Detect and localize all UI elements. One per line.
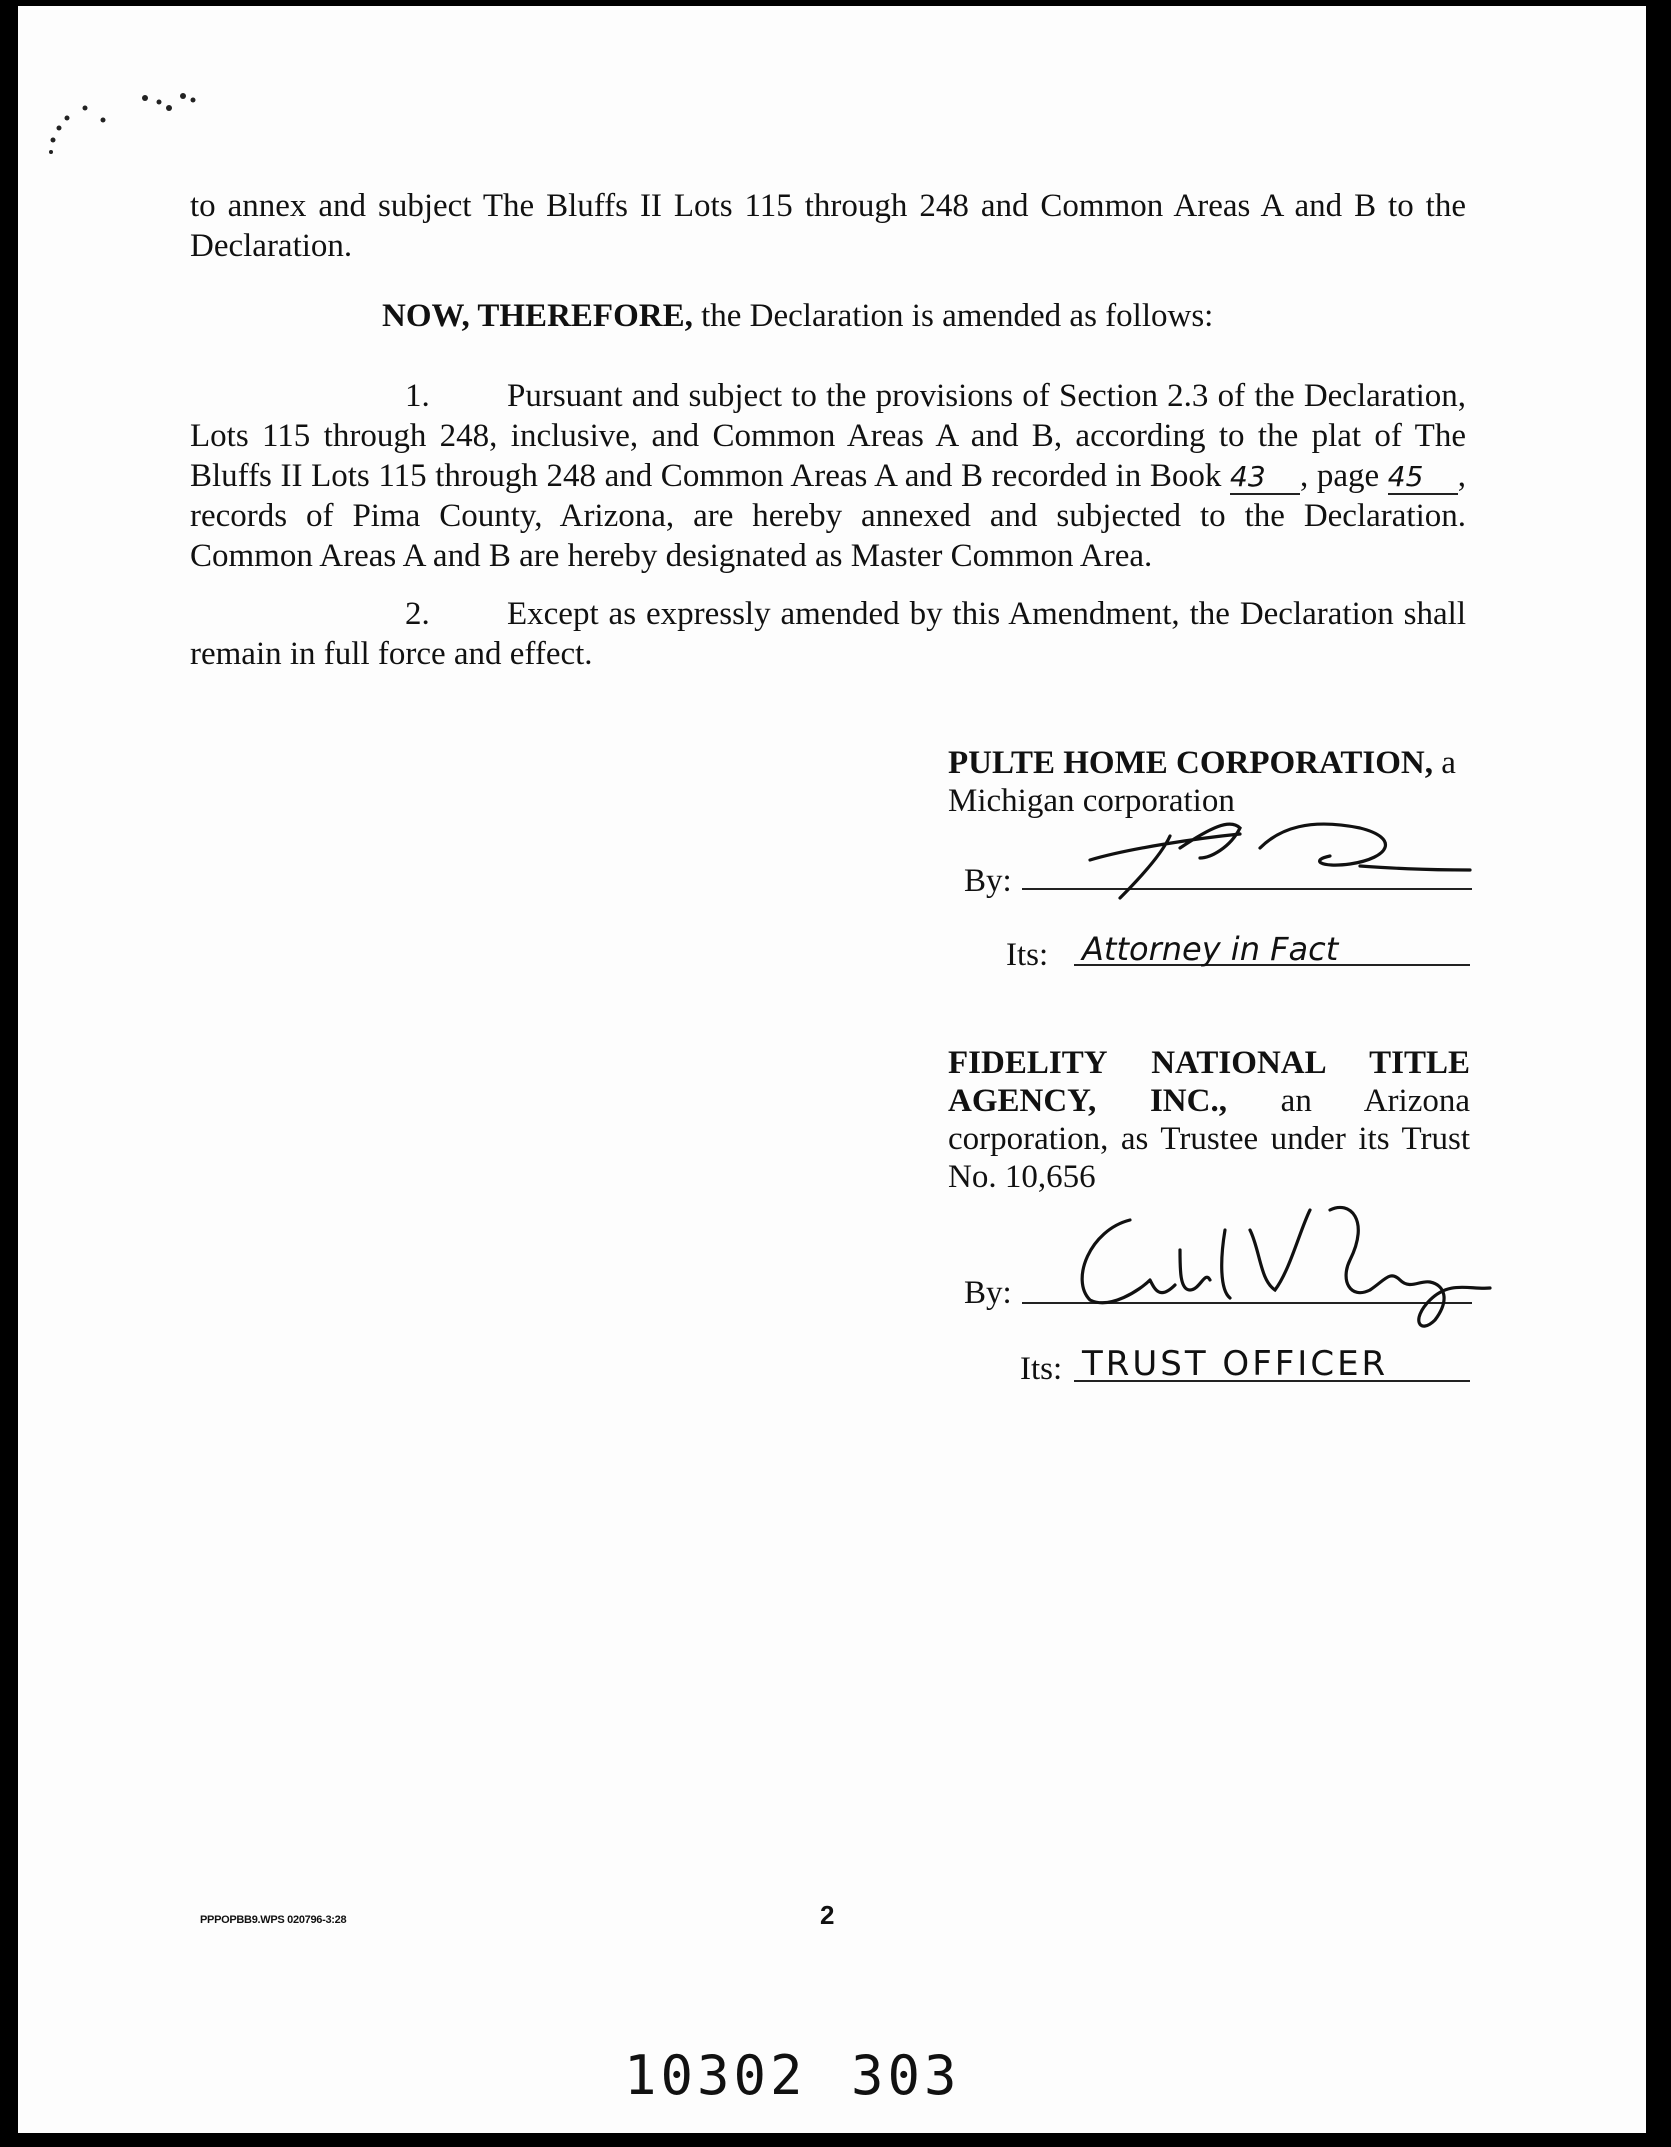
page-number: 2 xyxy=(820,1900,835,1930)
recording-book-number: 10302 xyxy=(624,2044,807,2107)
intro-paragraph: to annex and subject The Bluffs II Lots 115 through 248 and Common Areas A and B to the Declaration. xyxy=(190,188,1466,264)
book-number-field: 43 xyxy=(1230,461,1300,495)
now-therefore-text: the Declaration is amended as follows: xyxy=(692,298,1214,334)
item-2-number: 2. xyxy=(405,596,430,632)
fidelity-description: an Arizona corporation, as Trustee under its Trust No. 10,656 xyxy=(948,1083,1470,1195)
pulte-description: a Michigan corporation xyxy=(948,745,1456,819)
pulte-name: PULTE HOME CORPORATION, xyxy=(948,745,1433,781)
item-1-paragraph xyxy=(190,376,1466,576)
pulte-its-value: Attorney in Fact xyxy=(1082,930,1339,968)
page-number-field: 45 xyxy=(1388,461,1458,495)
item-2-paragraph xyxy=(190,594,1466,674)
fidelity-by-label: By: xyxy=(964,1275,1012,1311)
recording-page-number: 303 xyxy=(851,2044,961,2107)
pulte-signature xyxy=(1060,808,1480,908)
scan-specks xyxy=(45,88,215,158)
item-1-text-a: Pursuant and subject to the provisions of Section 2.3 of the Declaration, Lots 115 through 248, inclusive, and Common Areas A and B, according to the plat of The Bluffs II Lots 115 through 248 and Common Areas A and B recorded in Book xyxy=(190,378,1466,494)
fidelity-name: FIDELITY NATIONAL TITLE AGENCY, INC., xyxy=(948,1045,1470,1119)
item-1-text-b: , page xyxy=(1300,458,1388,494)
pulte-by-label: By: xyxy=(964,863,1012,899)
item-1-text-c: , records of Pima County, Arizona, are hereby annexed and subjected to the Declaration. Common Areas A and B are hereby designated as Master Common Area. xyxy=(190,458,1467,574)
now-therefore-line xyxy=(382,296,1382,336)
fidelity-signature xyxy=(1050,1190,1510,1340)
item-2-text: Except as expressly amended by this Amendment, the Declaration shall remain in full force and effect. xyxy=(190,596,1466,672)
item-1-number: 1. xyxy=(405,378,430,414)
fidelity-its-value: TRUST OFFICER xyxy=(1082,1344,1389,1384)
fidelity-signatory xyxy=(948,1044,1470,1196)
fidelity-its-label: Its: xyxy=(1020,1351,1063,1387)
pulte-its-label: Its: xyxy=(1006,937,1049,973)
now-therefore-heading: NOW, THEREFORE, xyxy=(382,298,693,334)
file-code: PPPOPBB9.WPS 020796-3:28 xyxy=(200,1914,347,1926)
